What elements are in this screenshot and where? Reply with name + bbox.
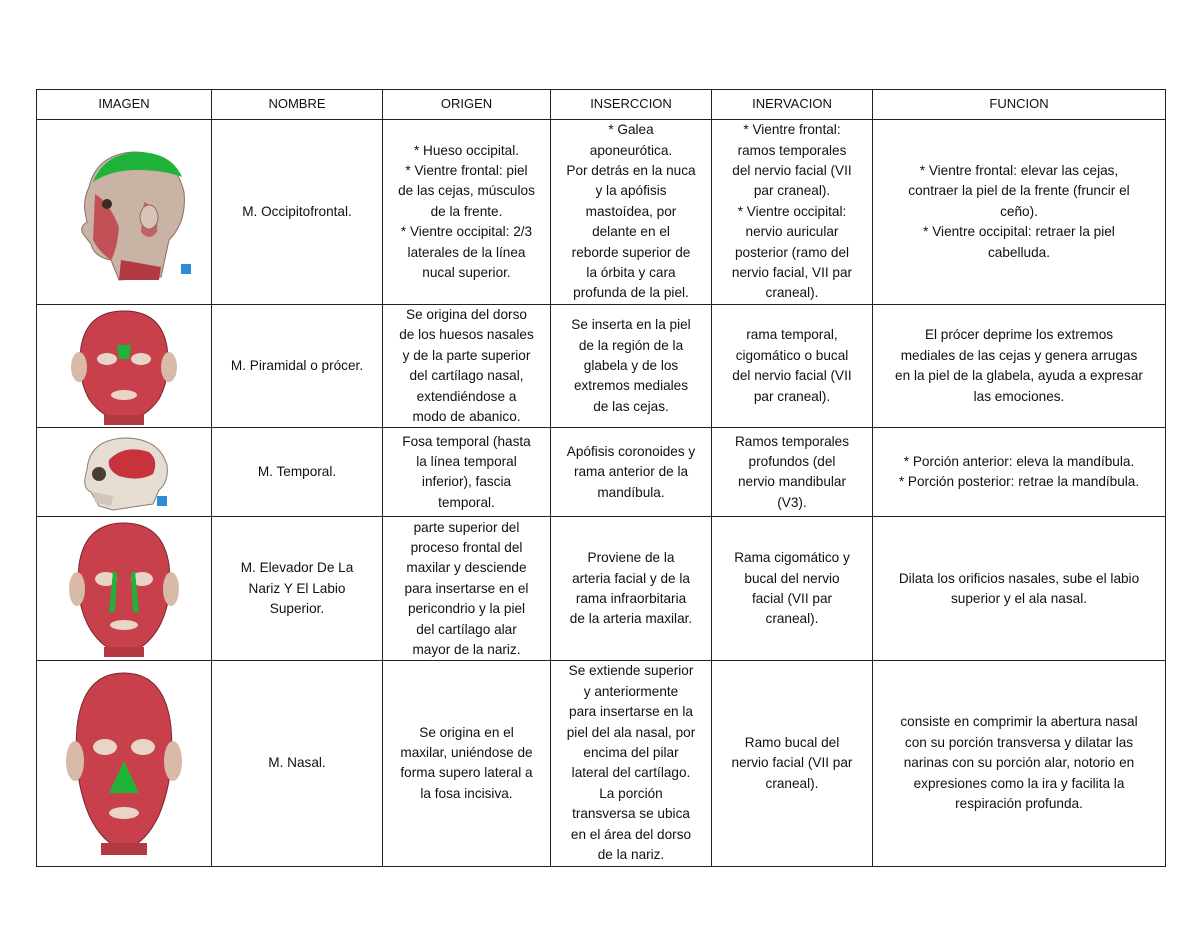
nombre-cell: M. Elevador De La Nariz Y El Labio Superior.: [212, 517, 383, 661]
table-row: [37, 120, 1166, 305]
funcion-cell: * Porción anterior: eleva la mandíbula. * Porción posterior: retrae la mandíbula.: [873, 428, 1166, 517]
nombre-cell: M. Piramidal o prócer.: [212, 305, 383, 428]
image-cell: [37, 120, 212, 305]
nasalis-face-icon: [49, 665, 199, 861]
nombre-cell: M. Occipitofrontal.: [212, 120, 383, 305]
funcion-cell: El prócer deprime los extremos mediales de las cejas y genera arrugas en la piel de la glabela, ayuda a expresar las emociones.: [873, 305, 1166, 428]
funcion-cell: consiste en comprimir la abertura nasal con su porción transversa y dilatar las narinas con su porción alar, notorio en expresiones como la ira y facilita la respiración profunda.: [873, 661, 1166, 866]
image-cell: [37, 305, 212, 428]
header-origen: ORIGEN: [383, 90, 551, 120]
insercion-cell: Apófisis coronoides y rama anterior de la mandíbula.: [551, 428, 712, 517]
funcion-cell: Dilata los orificios nasales, sube el labio superior y el ala nasal.: [873, 517, 1166, 661]
temporal-skull-icon: [69, 430, 179, 514]
nombre-cell: M. Temporal.: [212, 428, 383, 517]
header-imagen: IMAGEN: [37, 90, 212, 120]
origen-cell: parte superior del proceso frontal del maxilar y desciende para insertarse en el pericondrio y la piel del cartílago alar mayor de la nariz.: [383, 517, 551, 661]
origen-cell: Se origina en el maxilar, uniéndose de forma supero lateral a la fosa incisiva.: [383, 661, 551, 866]
inervacion-cell: Ramo bucal del nervio facial (VII par craneal).: [712, 661, 873, 866]
procerus-face-icon: [49, 307, 199, 425]
levator-face-icon: [49, 519, 199, 659]
header-nombre: NOMBRE: [212, 90, 383, 120]
insercion-cell: Se extiende superior y anteriormente para insertarse en la piel del ala nasal, por encima del pilar lateral del cartílago. La porción transversa se ubica en el área del dorso de la nariz.: [551, 661, 712, 866]
header-funcion: FUNCION: [873, 90, 1166, 120]
table-row: [37, 305, 1166, 428]
table-row: [37, 661, 1166, 866]
header-insercion: INSERCCION: [551, 90, 712, 120]
table-row: [37, 428, 1166, 517]
muscle-table: [36, 89, 1166, 867]
header-row: [37, 90, 1166, 120]
image-cell: [37, 428, 212, 517]
occipitofrontal-head-icon: [49, 132, 199, 292]
header-inervacion: INERVACION: [712, 90, 873, 120]
insercion-cell: * Galea aponeurótica. Por detrás en la nuca y la apófisis mastoídea, por delante en el reborde superior de la órbita y cara profunda de la piel.: [551, 120, 712, 305]
funcion-cell: * Vientre frontal: elevar las cejas, contraer la piel de la frente (fruncir el ceño). * Vientre occipital: retraer la piel cabelluda.: [873, 120, 1166, 305]
inervacion-cell: * Vientre frontal: ramos temporales del nervio facial (VII par craneal). * Vientre occipital: nervio auricular posterior (ramo del nervio facial, VII par craneal).: [712, 120, 873, 305]
inervacion-cell: Ramos temporales profundos (del nervio mandibular (V3).: [712, 428, 873, 517]
origen-cell: * Hueso occipital. * Vientre frontal: piel de las cejas, músculos de la frente. * Vientre occipital: 2/3 laterales de la línea nucal superior.: [383, 120, 551, 305]
origen-cell: Se origina del dorso de los huesos nasales y de la parte superior del cartílago nasal, extendiéndose a modo de abanico.: [383, 305, 551, 428]
image-cell: [37, 517, 212, 661]
insercion-cell: Proviene de la arteria facial y de la rama infraorbitaria de la arteria maxilar.: [551, 517, 712, 661]
table-row: [37, 517, 1166, 661]
inervacion-cell: rama temporal, cigomático o bucal del nervio facial (VII par craneal).: [712, 305, 873, 428]
origen-cell: Fosa temporal (hasta la línea temporal inferior), fascia temporal.: [383, 428, 551, 517]
nombre-cell: M. Nasal.: [212, 661, 383, 866]
insercion-cell: Se inserta en la piel de la región de la glabela y de los extremos mediales de las cejas.: [551, 305, 712, 428]
inervacion-cell: Rama cigomático y bucal del nervio facial (VII par craneal).: [712, 517, 873, 661]
image-cell: [37, 661, 212, 866]
